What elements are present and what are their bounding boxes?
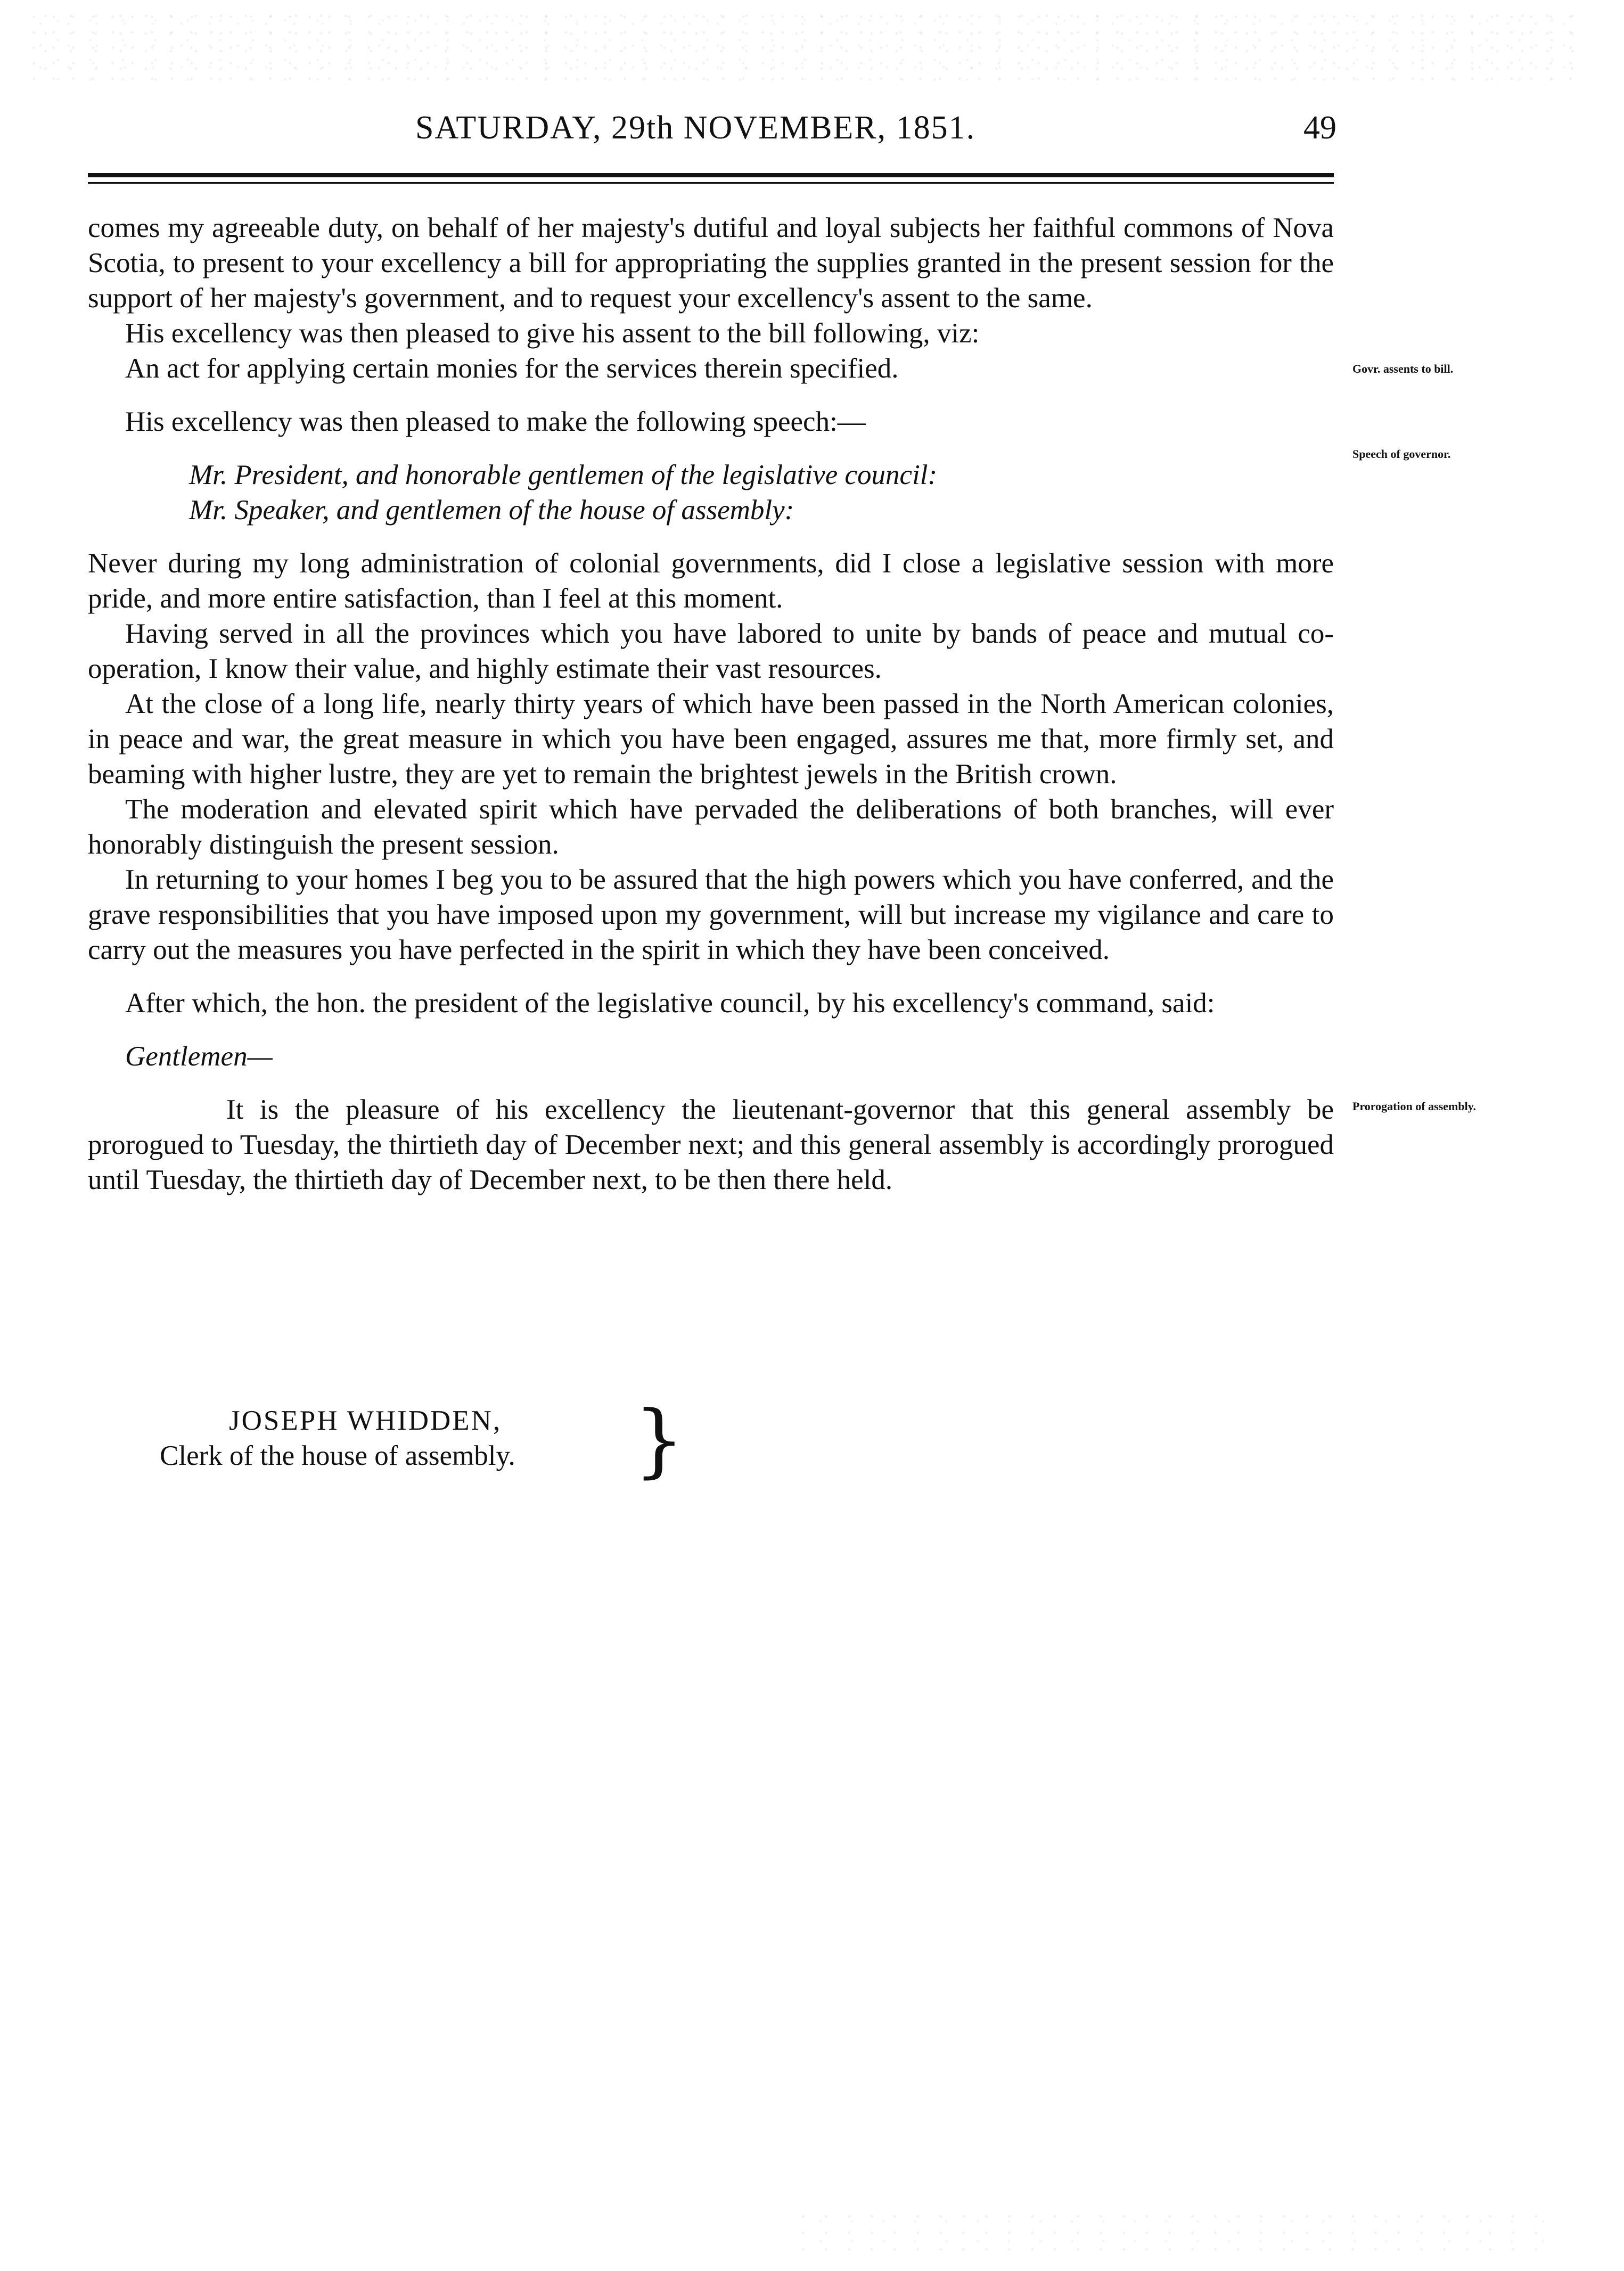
paragraph-bill-presentation: comes my agreeable duty, on behalf of her majesty's dutiful and loyal subjects her faithful commons of Nova Scotia, to present to your excellency a bill for appropriating the supplies granted in the present session for the support of her majesty's government, and to request your excellency's assent to the same. (88, 212, 1334, 314)
paragraph-close-of-life: At the close of a long life, nearly thirty years of which have been passed in the North American colonies, in peace and war, the great measure in which you have been engaged, assures me that, more firmly set, and beaming with higher lustre, they are yet to remain the brightest jewels in the British crown. (88, 688, 1334, 790)
brace-glyph: } (634, 1394, 685, 1487)
page-number: 49 (1303, 110, 1336, 146)
salutation-assembly: Mr. Speaker, and gentlemen of the house of assembly: (189, 495, 794, 526)
margin-note-prorogation: Prorogation of assembly. (1352, 1100, 1477, 1113)
paragraph-assent: His excellency was then pleased to give his assent to the bill following, viz: (125, 318, 980, 349)
header-rule (88, 173, 1334, 177)
margin-note-speech: Speech of governor. (1352, 447, 1451, 461)
signatory-name: JOSEPH WHIDDEN, (229, 1405, 502, 1436)
page-title: SATURDAY, 29th NOVEMBER, 1851. (415, 110, 976, 146)
scan-speckle-bottom (799, 2210, 1544, 2258)
signature-block (160, 1394, 685, 1487)
body-text (88, 210, 1334, 1198)
paragraph-speech-intro: His excellency was then pleased to make the following speech:— (125, 406, 866, 437)
header-rule-thin (88, 182, 1334, 184)
paragraph-having-served: Having served in all the provinces which you have labored to unite by bands of peace and mutual co-operation, I know their value, and highly estimate their vast resources. (88, 618, 1334, 684)
paragraph-after-which: After which, the hon. the president of the legislative council, by his excellency's command, said: (125, 988, 1215, 1019)
margin-note-assent: Govr. assents to bill. (1352, 362, 1454, 375)
paragraph-returning: In returning to your homes I beg you to be assured that the high powers which you have conferred, and the grave responsibilities that you have imposed upon my government, will but increase my vigilance and care to carry out the measures you have perfected in the spirit in which they have been conceived. (88, 864, 1334, 965)
salutation-gentlemen: Gentlemen— (125, 1041, 273, 1072)
paragraph-never: Never during my long administration of colonial governments, did I close a legislative session with more pride, and more entire satisfaction, than I feel at this moment. (88, 548, 1334, 614)
scan-speckle-top (32, 11, 1576, 85)
salutation-council: Mr. President, and honorable gentlemen of the legislative council: (189, 460, 938, 490)
running-head (85, 109, 1336, 157)
signatory-title: Clerk of the house of assembly. (160, 1440, 515, 1471)
paragraph-moderation: The moderation and elevated spirit which have pervaded the deliberations of both branches, will ever honorably distinguish the present session. (88, 794, 1334, 860)
paragraph-act: An act for applying certain monies for the services therein specified. (125, 353, 899, 384)
paragraph-prorogation: It is the pleasure of his excellency the lieutenant-governor that this general assembly be prorogued to Tuesday, the thirtieth day of December next; and this general assembly is accordingly prorogued until Tuesday, the thirtieth day of December next, to be then there held. (88, 1094, 1334, 1195)
